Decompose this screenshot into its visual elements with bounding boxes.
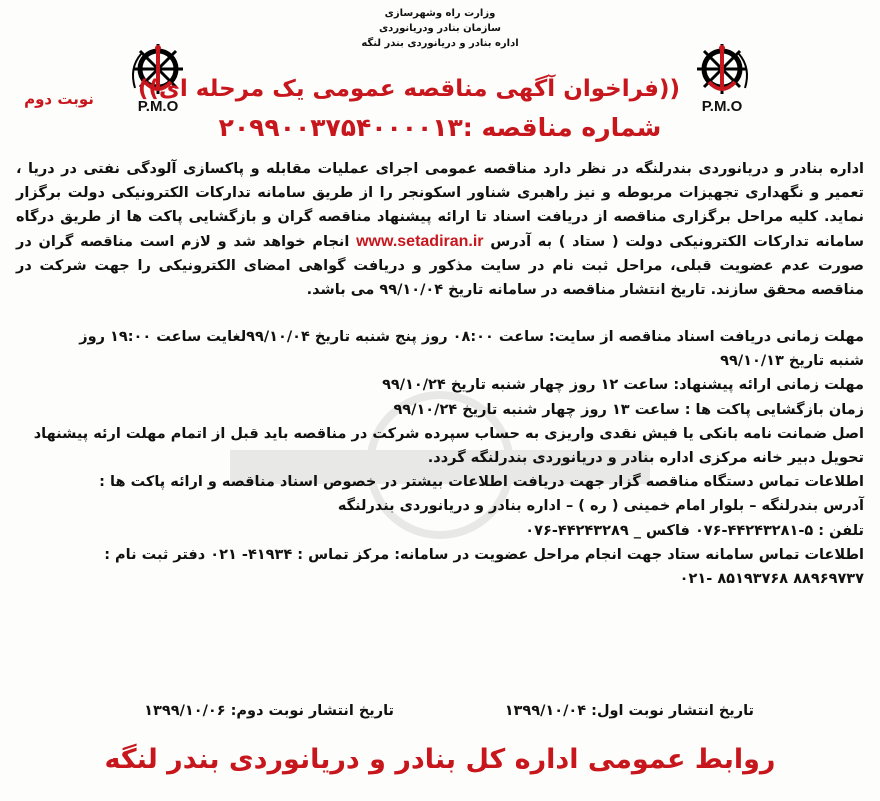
public-relations-footer: روابط عمومی اداره کل بنادر و دریانوردی بندر لنگه <box>104 744 776 775</box>
ministry-header <box>290 6 590 51</box>
second-publication-date: تاریخ انتشار نوبت دوم: ۱۳۹۹/۱۰/۰۶ <box>144 703 394 719</box>
setad-website-link[interactable]: www.setadiran.ir <box>356 232 484 250</box>
detail-line-setad-phones: ۸۸۹۶۹۷۳۷ ۸۵۱۹۳۷۶۸ -۰۲۱ <box>679 571 864 588</box>
pmo-label: P.M.O <box>137 98 179 115</box>
body-paragraph <box>16 158 864 302</box>
detail-line-bid-deadline: مهلت زمانی ارائه پیشنهاد: ساعت ۱۲ روز چهار شنبه تاریخ ۹۹/۱۰/۲۴ <box>382 377 864 394</box>
pmo-label: P.M.O <box>701 98 743 115</box>
detail-line-phone: تلفن : ۵-۴۴۲۴۳۲۸۱-۰۷۶ فاکس _ ۴۴۲۴۳۲۸۹-۰۷۶ <box>525 522 864 539</box>
detail-line-contact-heading: اطلاعات تماس دستگاه مناقصه گزار جهت دریافت اطلاعات بیشتر در خصوص اسناد مناقصه و ارائه پاکت ها : <box>99 474 864 491</box>
first-publication-date: تاریخ انتشار نوبت اول: ۱۳۹۹/۱۰/۰۴ <box>504 703 754 719</box>
notice-body <box>16 158 864 302</box>
detail-line-setad-contact: اطلاعات تماس سامانه ستاد جهت انجام مراحل عضویت در سامانه: مرکز تماس : ۴۱۹۳۴- ۰۲۱ دفتر ثبت نام : <box>104 546 864 563</box>
ministry-line-1: وزارت راه وشهرسازی <box>384 8 496 19</box>
anchor-wheel-icon <box>691 38 753 100</box>
publication-dates <box>16 703 864 727</box>
body-text-part2: انجام خواهد شد و لازم است مناقصه گران در صورت عدم عضویت قبلی، مراحل ثبت نام در سایت مذکور و دریافت گواهی امضای الکترونیکی را جهت شرکت در مناقصه محقق سازند. تاریخ انتشار مناقصه در سامانه تاریخ ۹۹/۱۰/۰۴ می باشد. <box>16 233 864 298</box>
ministry-line-3: اداره بنادر و دریانوردی بندر لنگه <box>361 38 519 49</box>
detail-line-guarantee-cont: تحویل دبیر خانه مرکزی اداره بنادر و دریانوردی بندرلنگه گردد. <box>427 450 864 467</box>
detail-line-guarantee: اصل ضمانت نامه بانکی یا فیش نقدی واریزی به حساب سپرده شرکت در مناقصه باید قبل از اتمام مهلت ارئه پیشنهاد <box>33 425 864 442</box>
detail-line-address: آدرس بندرلنگه – بلوار امام خمینی ( ره ) – اداره بنادر و دریانوردی بندرلنگه <box>337 498 864 515</box>
detail-line-opening: زمان بازگشایی پاکت ها : ساعت ۱۳ روز چهار شنبه تاریخ ۹۹/۱۰/۲۴ <box>393 401 864 418</box>
notice-headline: ((فراخوان آگهی مناقصه عمومی یک مرحله ای)) <box>137 76 680 102</box>
round-badge: نوبت دوم <box>24 90 94 108</box>
ministry-line-2: سازمان بنادر ودریانوردی <box>379 23 501 34</box>
body-text-part1: اداره بنادر و دریانوردی بندرلنگه در نظر دارد مناقصه عمومی اجرای عملیات مقابله و پاکسازی آلودگی نفتی در دریا ، تعمیر و نگهداری تجهیزات مربوطه و نیز راهبری شناور اسکونجر را از طریق سامانه تدارکات الکترونیکی دولت برگزار نماید. کلیه مراحل برگزاری مناقصه از دریافت اسناد تا ارائه پیشنهاد مناقصه گران و بازگشایی پاکت ها از طریق درگاه سامانه تدارکات الکترونیکی دولت ( ستاد ) به آدرس <box>16 161 865 250</box>
detail-line-doc-deadline-cont: شنبه تاریخ ۹۹/۱۰/۱۳ <box>720 353 864 370</box>
detail-line-doc-deadline: مهلت زمانی دریافت اسناد مناقصه از سایت: ساعت ۰۸:۰۰ روز پنج شنبه تاریخ ۹۹/۱۰/۰۴لغایت ساعت ۱۹:۰۰ روز <box>79 329 864 345</box>
pmo-logo-right <box>682 38 762 115</box>
tender-number: شماره مناقصه :۲۰۹۹۰۰۳۷۵۴۰۰۰۰۱۳ <box>218 113 662 142</box>
tender-details <box>16 325 864 591</box>
